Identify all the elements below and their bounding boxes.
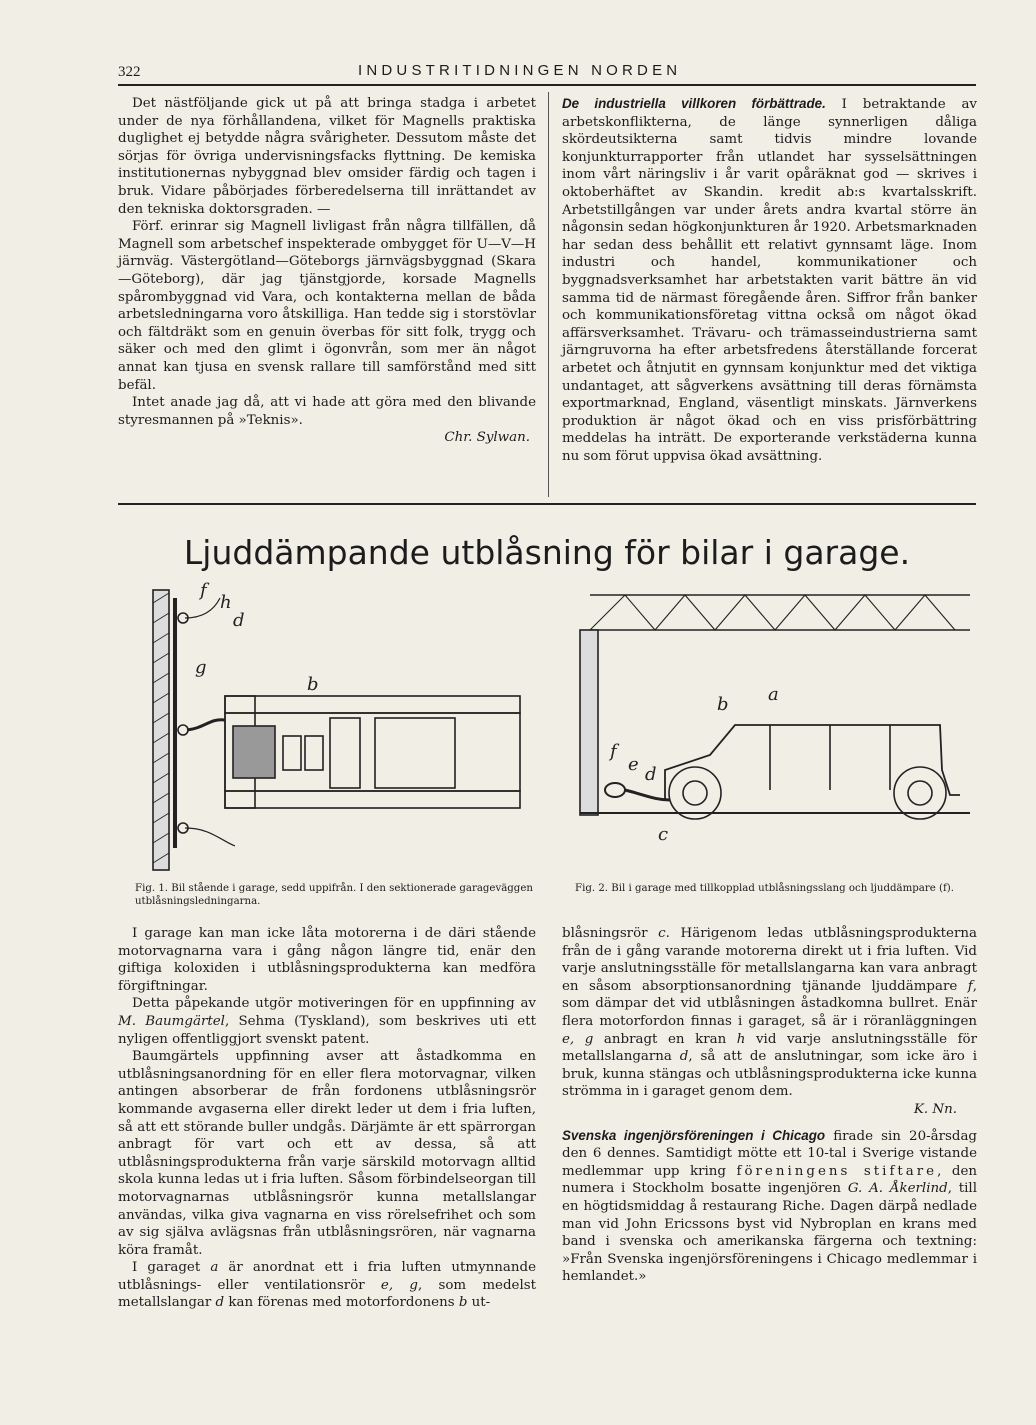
paragraph [118, 1259, 536, 1312]
text-run: , som medelst metallslangar [118, 1277, 536, 1311]
column-left-top [118, 95, 536, 447]
ref-letter: a [210, 1260, 219, 1276]
text-run: . Härigenom ledas utblåsningsprodukterna från de i gång varande motorerna direkt ut i fria luften. Vid varje anslutningsställe för metallslangarna kan vara anbragt en såsom absorptionsanordning tjänande ljuddämpare [562, 926, 977, 994]
fig2-label-f: f [610, 741, 617, 762]
paragraph: Förf. erinrar sig Magnell livligast från några tillfällen, då Magnell som arbetschef inspekterade ombygget för U—V—H järnväg. Västergötland—Göteborgs järnvägsbyggnad (Skara—Göteborg), där jag tjänstgjorde, korsade Magnells spårombyggnad vid Vara, och kontakterna mellan de båda arbetsledningarna voro åtskilliga. Han tedde sig i storstövlar och fältdräkt som en genuin överbas för sitt folk, trygg och säker och med den glimt i ögonvrån, som mer än något annat kan tjusa en svensk rallare till samförstånd med sitt befäl. [118, 219, 536, 393]
fig1-label-g: g [195, 657, 207, 678]
ref-letter: f [967, 978, 973, 994]
column-left-bottom [118, 925, 536, 1312]
text-run: , så att de anslutningar, som icke äro i bruk, kunna stängas och utblåsningsprodukterna icke kunna strömma in i garaget genom dem. [562, 1049, 977, 1100]
signature: Chr. Sylwan. [444, 430, 530, 446]
paragraph [562, 1127, 977, 1286]
text-run: ut- [467, 1295, 491, 1311]
paragraph: Baumgärtels uppfinning avser att åstadkomma en utblåsningsanordning för en eller flera motorvagnar, vilken antingen absorberar de från fordonens utblåsningsrör kommande avgaserna eller direkt leder ut dem i fria luften, så att ett störande buller undgås. Därjämte är ett spärrorgan anbragt för vart och ett av dessa, så att utblåsningsprodukterna från varje särskild motorvagn alltid skola kunna ledas ut i fria luften. Såsom förbindelseorgan till motorvagnarnas utblåsningsrör kunna metallslangar användas, vilka giva vagnarna en viss rörelsefrihet och som av sig själva avlägsnas från utblåsningsrören, när vagnarna köra framåt. [118, 1049, 536, 1258]
ref-letter: d [215, 1295, 225, 1311]
article-title: Ljuddämpande utblåsning för bilar i garage. [183, 533, 911, 572]
fig1-label-h: h [220, 592, 232, 613]
ref-letter: e, g [562, 1031, 594, 1047]
text-run: kan förenas med motorfordonens [224, 1295, 459, 1311]
text-run: blåsningsrör [562, 926, 659, 941]
fig1-label-d: d [233, 610, 245, 631]
spaced-text: föreningens stiftare [736, 1163, 938, 1179]
person-name: G. A. Åkerlind [847, 1181, 948, 1197]
paragraph [118, 995, 536, 1048]
paragraph: I garage kan man icke låta motorerna i de däri stående motorvagnarna vara i gång någon längre tid, enär den giftiga koloxiden i utblåsningsprodukterna kan medföra förgiftningar. [118, 926, 536, 994]
running-header [118, 62, 976, 86]
figure-2-caption: Fig. 2. Bil i garage med tillkopplad utblåsningsslang och ljuddämpare (f). [575, 883, 954, 894]
figure-1-caption: Fig. 1. Bil stående i garage, sedd uppifrån. I den sektionerade garageväggen utblåsningsledningarna. [135, 883, 533, 907]
paragraph [562, 925, 977, 1101]
text-run: , den numera i Stockholm bosatte ingenjören [562, 1163, 977, 1197]
paragraph: Intet anade jag då, att vi hade att göra med den blivande styresmannen på »Teknis». [118, 395, 536, 428]
text-run: , som dämpar det vid utblåsningen åstadkomna bullret. Enär flera motorfordon finnas i garaget, så är i röranläggningen [562, 978, 977, 1029]
ref-letter: c [658, 926, 666, 941]
fig1-label-f: f [200, 580, 207, 601]
fig1-label-b: b [307, 674, 319, 695]
journal-title: INDUSTRITIDNINGEN NORDEN [358, 62, 682, 79]
fig2-label-c: c [658, 824, 669, 845]
text-run: firade sin 20-årsdag den 6 dennes. Samtidigt mötte ett 10-tal i Sverige vistande medlemmar upp kring [562, 1128, 977, 1179]
ref-letter: b [458, 1295, 468, 1311]
inventor-name: M. Baumgärtel [118, 1013, 225, 1029]
section-divider [118, 503, 976, 505]
fig2-label-a: a [768, 684, 779, 705]
text-run: , Sehma (Tyskland), som beskrives uti ett nyligen offentliggjort svenskt patent. [118, 1013, 536, 1047]
ref-letter: d [679, 1049, 689, 1065]
ref-letter: h [736, 1031, 746, 1047]
text-run: Detta påpekande utgör motiveringen för en uppfinning av [132, 996, 536, 1012]
text-run: är anordnat ett i fria luften utmynnande utblåsnings- eller ventilationsrör [118, 1260, 536, 1293]
paragraph: Det nästföljande gick ut på att bringa stadga i arbetet under de nya förhållandena, vilket för Magnells praktiska duglighet ej betydde några svårigheter. Dessutom måste det sörjas för övriga undervisningsfacks flyttning. De kemiska institutionernas nybyggnad blev omsider färdig och tagen i bruk. Vidare påbörjades förberedelserna till inrättandet av den tekniska doktorsgraden. — [118, 96, 536, 217]
news-heading: Svenska ingenjörsföreningen i Chicago [562, 1127, 826, 1143]
column-divider [548, 92, 549, 497]
text-run: , till en högtidsmiddag å restaurang Riche. Dagen därpå nedlade man vid John Ericssons byst vid Nybroplan en krans med band i svenska och amerikanska färgerna och textning: »Från Svenska ingenjörsföreningens i Chicago medlemmar i hemlandet.» [562, 1181, 977, 1285]
page-number: 322 [118, 64, 141, 80]
section-heading: De industriella villkoren förbättrade. [562, 96, 826, 111]
ref-letter: e, g [380, 1277, 418, 1293]
column-right-top [562, 95, 977, 465]
figure-2-drawing [570, 585, 975, 845]
text-run: vid varje anslutningsställe för metallslangarna [562, 1031, 978, 1065]
fig2-label-b: b [717, 694, 729, 715]
text-run: anbragt en kran [593, 1031, 737, 1047]
fig2-label-e: e [628, 754, 639, 775]
text-run: I garaget [132, 1260, 211, 1276]
paragraph-body: I betraktande av arbetskonflikterna, de länge synnerligen dåliga skördeutsikterna samt tidvis mindre lovande konjunkturrapporter från utlandet har sysselsättningen inom vårt näringsliv i år varit opåräknat god — skrives i oktoberhäftet av Skandin. kredit ab:s kvartalsskrift. Arbetstillgången var under årets andra kvartal större än någonsin sedan högkonjunkturen år 1920. Arbetsmarknaden har sedan dess behållit ett relativt gynnsamt läge. Inom industri och handel, kommunikationer och byggnadsverksamhet har arbetstakten varit bättre än vid samma tid de närmast föregående åren. Siffror från banker och kommunikationsföretag vittna också om något ökad affärsverksamhet. Trävaru- och trämasseindustrierna samt järngruvorna ha efter arbetsfredens återställande forcerat arbetet och åtnjutit en gynnsam konjunktur med det viktiga undantaget, att sågverkens avsättning till deras förnämsta exportmarknad, England, väsentligt minskats. Järnverkens produktion är något ökad och en viss prisförbättring meddelas ha inträtt. De exporterande verkstäderna kunna nu som förut uppvisa ökad avsättning. [562, 97, 977, 464]
signature: K. Nn. [913, 1101, 957, 1117]
column-right-bottom [562, 925, 977, 1286]
paragraph [562, 95, 977, 465]
figure-1-drawing [125, 578, 545, 878]
fig2-label-d: d [645, 764, 657, 785]
